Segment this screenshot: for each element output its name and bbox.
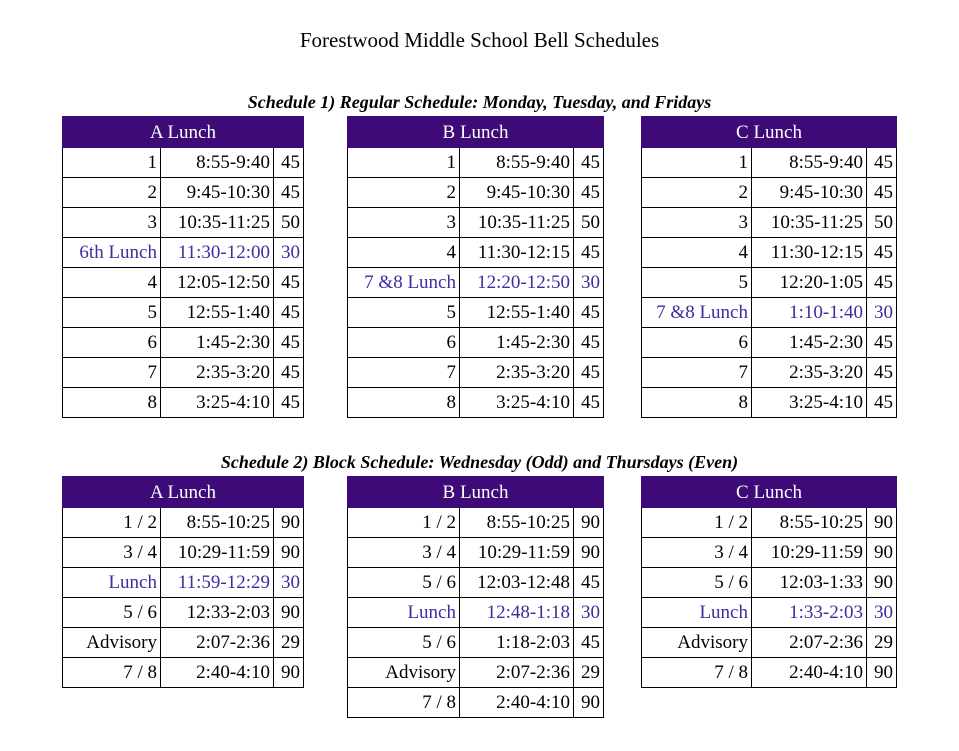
minutes-cell: 45 — [867, 238, 897, 268]
minutes-cell: 90 — [274, 658, 304, 688]
time-cell: 2:35-3:20 — [460, 358, 574, 388]
time-cell: 8:55-10:25 — [460, 508, 574, 538]
table-row — [642, 628, 897, 658]
minutes-cell: 45 — [574, 178, 604, 208]
period-cell: 3 — [642, 208, 752, 238]
schedule1-c-lunch-table — [641, 116, 897, 418]
table-row — [348, 658, 604, 688]
time-cell: 11:30-12:00 — [161, 238, 274, 268]
time-cell: 9:45-10:30 — [161, 178, 274, 208]
time-cell: 8:55-9:40 — [752, 148, 867, 178]
table-row — [63, 208, 304, 238]
minutes-cell: 30 — [867, 298, 897, 328]
time-cell: 2:35-3:20 — [161, 358, 274, 388]
table-row — [348, 358, 604, 388]
time-cell: 2:40-4:10 — [752, 658, 867, 688]
minutes-cell: 90 — [574, 688, 604, 718]
table-row — [642, 538, 897, 568]
time-cell: 1:33-2:03 — [752, 598, 867, 628]
period-cell: 5 / 6 — [642, 568, 752, 598]
time-cell: 8:55-10:25 — [161, 508, 274, 538]
time-cell: 10:29-11:59 — [460, 538, 574, 568]
period-cell: 6 — [642, 328, 752, 358]
minutes-cell: 90 — [867, 658, 897, 688]
time-cell: 12:20-1:05 — [752, 268, 867, 298]
minutes-cell: 90 — [274, 538, 304, 568]
minutes-cell: 90 — [574, 538, 604, 568]
period-cell: 3 / 4 — [348, 538, 460, 568]
time-cell: 12:48-1:18 — [460, 598, 574, 628]
time-cell: 1:45-2:30 — [460, 328, 574, 358]
time-cell: 3:25-4:10 — [460, 388, 574, 418]
time-cell: 12:20-12:50 — [460, 268, 574, 298]
period-cell: 3 — [348, 208, 460, 238]
table-row — [348, 628, 604, 658]
period-cell: 8 — [348, 388, 460, 418]
table-row — [63, 598, 304, 628]
table-row — [348, 538, 604, 568]
minutes-cell: 90 — [867, 508, 897, 538]
minutes-cell: 45 — [574, 328, 604, 358]
time-cell: 2:07-2:36 — [460, 658, 574, 688]
time-cell: 9:45-10:30 — [752, 178, 867, 208]
time-cell: 9:45-10:30 — [460, 178, 574, 208]
period-cell: 3 — [63, 208, 161, 238]
period-cell: 8 — [63, 388, 161, 418]
period-cell: 3 / 4 — [63, 538, 161, 568]
minutes-cell: 50 — [574, 208, 604, 238]
table-row — [348, 208, 604, 238]
schedule1-title: Schedule 1) Regular Schedule: Monday, Tuesday, and Fridays — [247, 92, 712, 112]
table-row — [63, 658, 304, 688]
period-cell: 6th Lunch — [63, 238, 161, 268]
table-row — [348, 598, 604, 628]
table-row — [642, 658, 897, 688]
period-cell: Advisory — [642, 628, 752, 658]
period-cell: 1 — [348, 148, 460, 178]
time-cell: 11:30-12:15 — [460, 238, 574, 268]
minutes-cell: 30 — [867, 598, 897, 628]
time-cell: 3:25-4:10 — [752, 388, 867, 418]
table-row — [348, 178, 604, 208]
table-header: C Lunch — [642, 117, 897, 148]
schedule2-a-lunch-table — [62, 476, 304, 688]
table-row — [642, 508, 897, 538]
time-cell: 8:55-10:25 — [752, 508, 867, 538]
minutes-cell: 90 — [274, 598, 304, 628]
time-cell: 3:25-4:10 — [161, 388, 274, 418]
minutes-cell: 45 — [574, 298, 604, 328]
table-row — [63, 238, 304, 268]
minutes-cell: 45 — [274, 358, 304, 388]
period-cell: 2 — [642, 178, 752, 208]
table-row — [63, 508, 304, 538]
minutes-cell: 50 — [867, 208, 897, 238]
period-cell: Lunch — [642, 598, 752, 628]
page-title: Forestwood Middle School Bell Schedules — [299, 28, 660, 52]
period-cell: 5 — [348, 298, 460, 328]
time-cell: 10:35-11:25 — [460, 208, 574, 238]
period-cell: 7 — [348, 358, 460, 388]
time-cell: 12:55-1:40 — [161, 298, 274, 328]
time-cell: 11:59-12:29 — [161, 568, 274, 598]
table-row — [63, 298, 304, 328]
minutes-cell: 45 — [867, 268, 897, 298]
minutes-cell: 30 — [574, 268, 604, 298]
minutes-cell: 90 — [867, 568, 897, 598]
period-cell: 1 / 2 — [63, 508, 161, 538]
time-cell: 1:45-2:30 — [752, 328, 867, 358]
period-cell: 7 / 8 — [63, 658, 161, 688]
time-cell: 10:35-11:25 — [161, 208, 274, 238]
table-row — [642, 598, 897, 628]
table-row — [348, 568, 604, 598]
schedule2-title: Schedule 2) Block Schedule: Wednesday (Odd) and Thursdays (Even) — [220, 452, 739, 472]
table-row — [642, 268, 897, 298]
table-header: A Lunch — [63, 477, 304, 508]
period-cell: 1 / 2 — [348, 508, 460, 538]
table-row — [63, 628, 304, 658]
table-row — [63, 568, 304, 598]
table-row — [348, 328, 604, 358]
period-cell: Advisory — [348, 658, 460, 688]
minutes-cell: 45 — [867, 388, 897, 418]
minutes-cell: 45 — [867, 178, 897, 208]
minutes-cell: 45 — [574, 568, 604, 598]
minutes-cell: 45 — [867, 358, 897, 388]
table-row — [63, 148, 304, 178]
table-row — [642, 298, 897, 328]
time-cell: 2:35-3:20 — [752, 358, 867, 388]
minutes-cell: 45 — [867, 148, 897, 178]
table-row — [642, 328, 897, 358]
table-row — [348, 268, 604, 298]
table-row — [348, 688, 604, 718]
minutes-cell: 45 — [574, 358, 604, 388]
period-cell: 5 — [63, 298, 161, 328]
period-cell: 5 / 6 — [348, 568, 460, 598]
time-cell: 12:03-1:33 — [752, 568, 867, 598]
table-row — [63, 328, 304, 358]
table-row — [63, 538, 304, 568]
period-cell: 7 &8 Lunch — [642, 298, 752, 328]
period-cell: Lunch — [63, 568, 161, 598]
table-row — [642, 148, 897, 178]
time-cell: 1:18-2:03 — [460, 628, 574, 658]
time-cell: 10:29-11:59 — [752, 538, 867, 568]
schedule2-b-lunch-table — [347, 476, 604, 718]
period-cell: 7 / 8 — [642, 658, 752, 688]
minutes-cell: 45 — [274, 388, 304, 418]
period-cell: 7 — [63, 358, 161, 388]
period-cell: 7 / 8 — [348, 688, 460, 718]
time-cell: 12:55-1:40 — [460, 298, 574, 328]
period-cell: Lunch — [348, 598, 460, 628]
time-cell: 2:40-4:10 — [161, 658, 274, 688]
minutes-cell: 45 — [274, 298, 304, 328]
schedule1-b-lunch-table — [347, 116, 604, 418]
time-cell: 2:40-4:10 — [460, 688, 574, 718]
table-row — [642, 358, 897, 388]
time-cell: 10:35-11:25 — [752, 208, 867, 238]
period-cell: 3 / 4 — [642, 538, 752, 568]
minutes-cell: 29 — [274, 628, 304, 658]
minutes-cell: 90 — [867, 538, 897, 568]
table-row — [63, 358, 304, 388]
period-cell: 5 — [642, 268, 752, 298]
minutes-cell: 50 — [274, 208, 304, 238]
time-cell: 12:03-12:48 — [460, 568, 574, 598]
minutes-cell: 45 — [574, 388, 604, 418]
period-cell: 8 — [642, 388, 752, 418]
table-row — [642, 388, 897, 418]
minutes-cell: 45 — [574, 628, 604, 658]
table-row — [642, 208, 897, 238]
period-cell: 4 — [63, 268, 161, 298]
period-cell: 4 — [348, 238, 460, 268]
minutes-cell: 90 — [274, 508, 304, 538]
period-cell: 1 — [63, 148, 161, 178]
time-cell: 8:55-9:40 — [161, 148, 274, 178]
minutes-cell: 45 — [274, 148, 304, 178]
period-cell: 7 — [642, 358, 752, 388]
minutes-cell: 30 — [274, 238, 304, 268]
minutes-cell: 45 — [274, 268, 304, 298]
time-cell: 2:07-2:36 — [161, 628, 274, 658]
time-cell: 1:10-1:40 — [752, 298, 867, 328]
minutes-cell: 29 — [574, 658, 604, 688]
period-cell: 6 — [63, 328, 161, 358]
table-header: C Lunch — [642, 477, 897, 508]
period-cell: 5 / 6 — [63, 598, 161, 628]
period-cell: 2 — [348, 178, 460, 208]
table-row — [348, 388, 604, 418]
table-row — [63, 178, 304, 208]
period-cell: 4 — [642, 238, 752, 268]
schedule2-c-lunch-table — [641, 476, 897, 688]
table-header: B Lunch — [348, 117, 604, 148]
time-cell: 8:55-9:40 — [460, 148, 574, 178]
minutes-cell: 45 — [274, 178, 304, 208]
table-row — [642, 568, 897, 598]
minutes-cell: 90 — [574, 508, 604, 538]
time-cell: 2:07-2:36 — [752, 628, 867, 658]
period-cell: 6 — [348, 328, 460, 358]
time-cell: 12:05-12:50 — [161, 268, 274, 298]
table-header: A Lunch — [63, 117, 304, 148]
period-cell: 2 — [63, 178, 161, 208]
minutes-cell: 45 — [274, 328, 304, 358]
period-cell: 7 &8 Lunch — [348, 268, 460, 298]
period-cell: 5 / 6 — [348, 628, 460, 658]
table-row — [642, 178, 897, 208]
period-cell: 1 — [642, 148, 752, 178]
table-row — [348, 148, 604, 178]
table-header: B Lunch — [348, 477, 604, 508]
time-cell: 1:45-2:30 — [161, 328, 274, 358]
minutes-cell: 45 — [867, 328, 897, 358]
minutes-cell: 45 — [574, 238, 604, 268]
time-cell: 11:30-12:15 — [752, 238, 867, 268]
minutes-cell: 29 — [867, 628, 897, 658]
period-cell: Advisory — [63, 628, 161, 658]
table-row — [348, 298, 604, 328]
table-row — [642, 238, 897, 268]
table-row — [348, 508, 604, 538]
time-cell: 10:29-11:59 — [161, 538, 274, 568]
schedule1-a-lunch-table — [62, 116, 304, 418]
minutes-cell: 45 — [574, 148, 604, 178]
table-row — [63, 268, 304, 298]
table-row — [63, 388, 304, 418]
minutes-cell: 30 — [574, 598, 604, 628]
time-cell: 12:33-2:03 — [161, 598, 274, 628]
period-cell: 1 / 2 — [642, 508, 752, 538]
table-row — [348, 238, 604, 268]
minutes-cell: 30 — [274, 568, 304, 598]
